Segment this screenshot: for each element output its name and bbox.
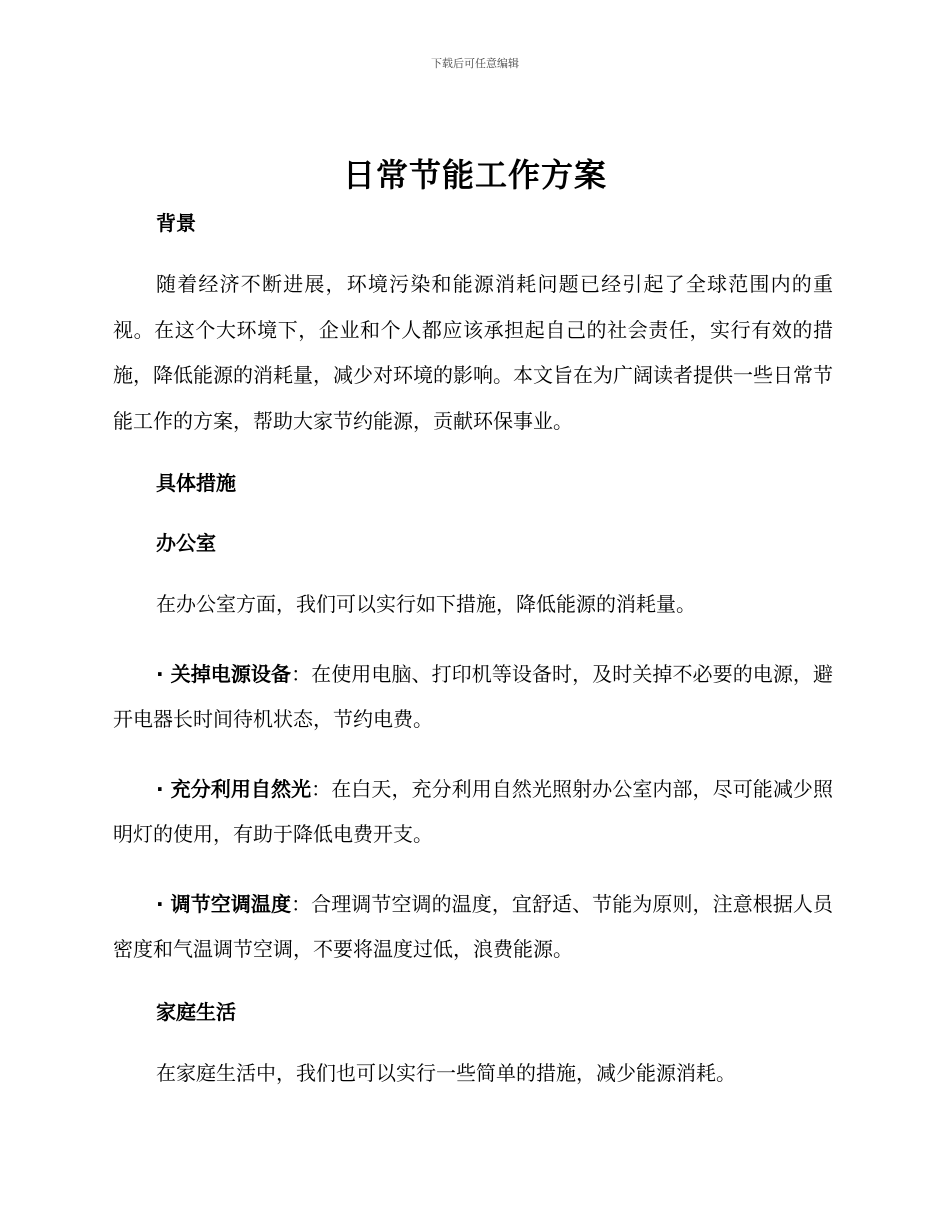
section-heading-home: 家庭生活 — [156, 999, 236, 1024]
document-body — [113, 208, 833, 1096]
section-heading-office: 办公室 — [156, 531, 216, 555]
home-intro-paragraph: 在家庭生活中，我们也可以实行一些简单的措施，减少能源消耗。 — [156, 1060, 736, 1085]
bullet-label: · 调节空调温度 — [156, 891, 292, 916]
office-intro-paragraph: 在办公室方面，我们可以实行如下措施，降低能源的消耗量。 — [156, 592, 696, 616]
section-heading-background: 背景 — [156, 211, 196, 235]
section-heading-measures: 具体措施 — [156, 471, 236, 495]
bullet-text: ：合理调节空调的温度，宜舒适、节能为原则，注意根据人员密度和气温调节空调，不要将温度过低，浪费能源。 — [113, 891, 833, 961]
header-note: 下载后可任意编辑 — [431, 57, 519, 70]
background-paragraph: 随着经济不断进展，环境污染和能源消耗问题已经引起了全球范围内的重视。在这个大环境下，企业和个人都应该承担起自己的社会责任，实行有效的措施，降低能源的消耗量，减少对环境的影响。本文旨在为广阔读者提供一些日常节能工作的方案，帮助大家节约能源，贡献环保事业。 — [113, 272, 833, 433]
bullet-text: ：在使用电脑、打印机等设备时，及时关掉不必要的电源，避开电器长时间待机状态，节约电费。 — [113, 661, 833, 731]
bullet-label: · 关掉电源设备 — [156, 661, 292, 686]
document-title: 日常节能工作方案 — [342, 156, 607, 194]
office-item-power-off — [113, 652, 833, 743]
bullet-label: · 充分利用自然光 — [156, 776, 312, 801]
bullet-text: ：在白天，充分利用自然光照射办公室内部，尽可能减少照明灯的使用，有助于降低电费开支。 — [113, 776, 834, 846]
office-item-air-conditioning — [113, 882, 833, 973]
office-item-natural-light — [113, 767, 833, 858]
